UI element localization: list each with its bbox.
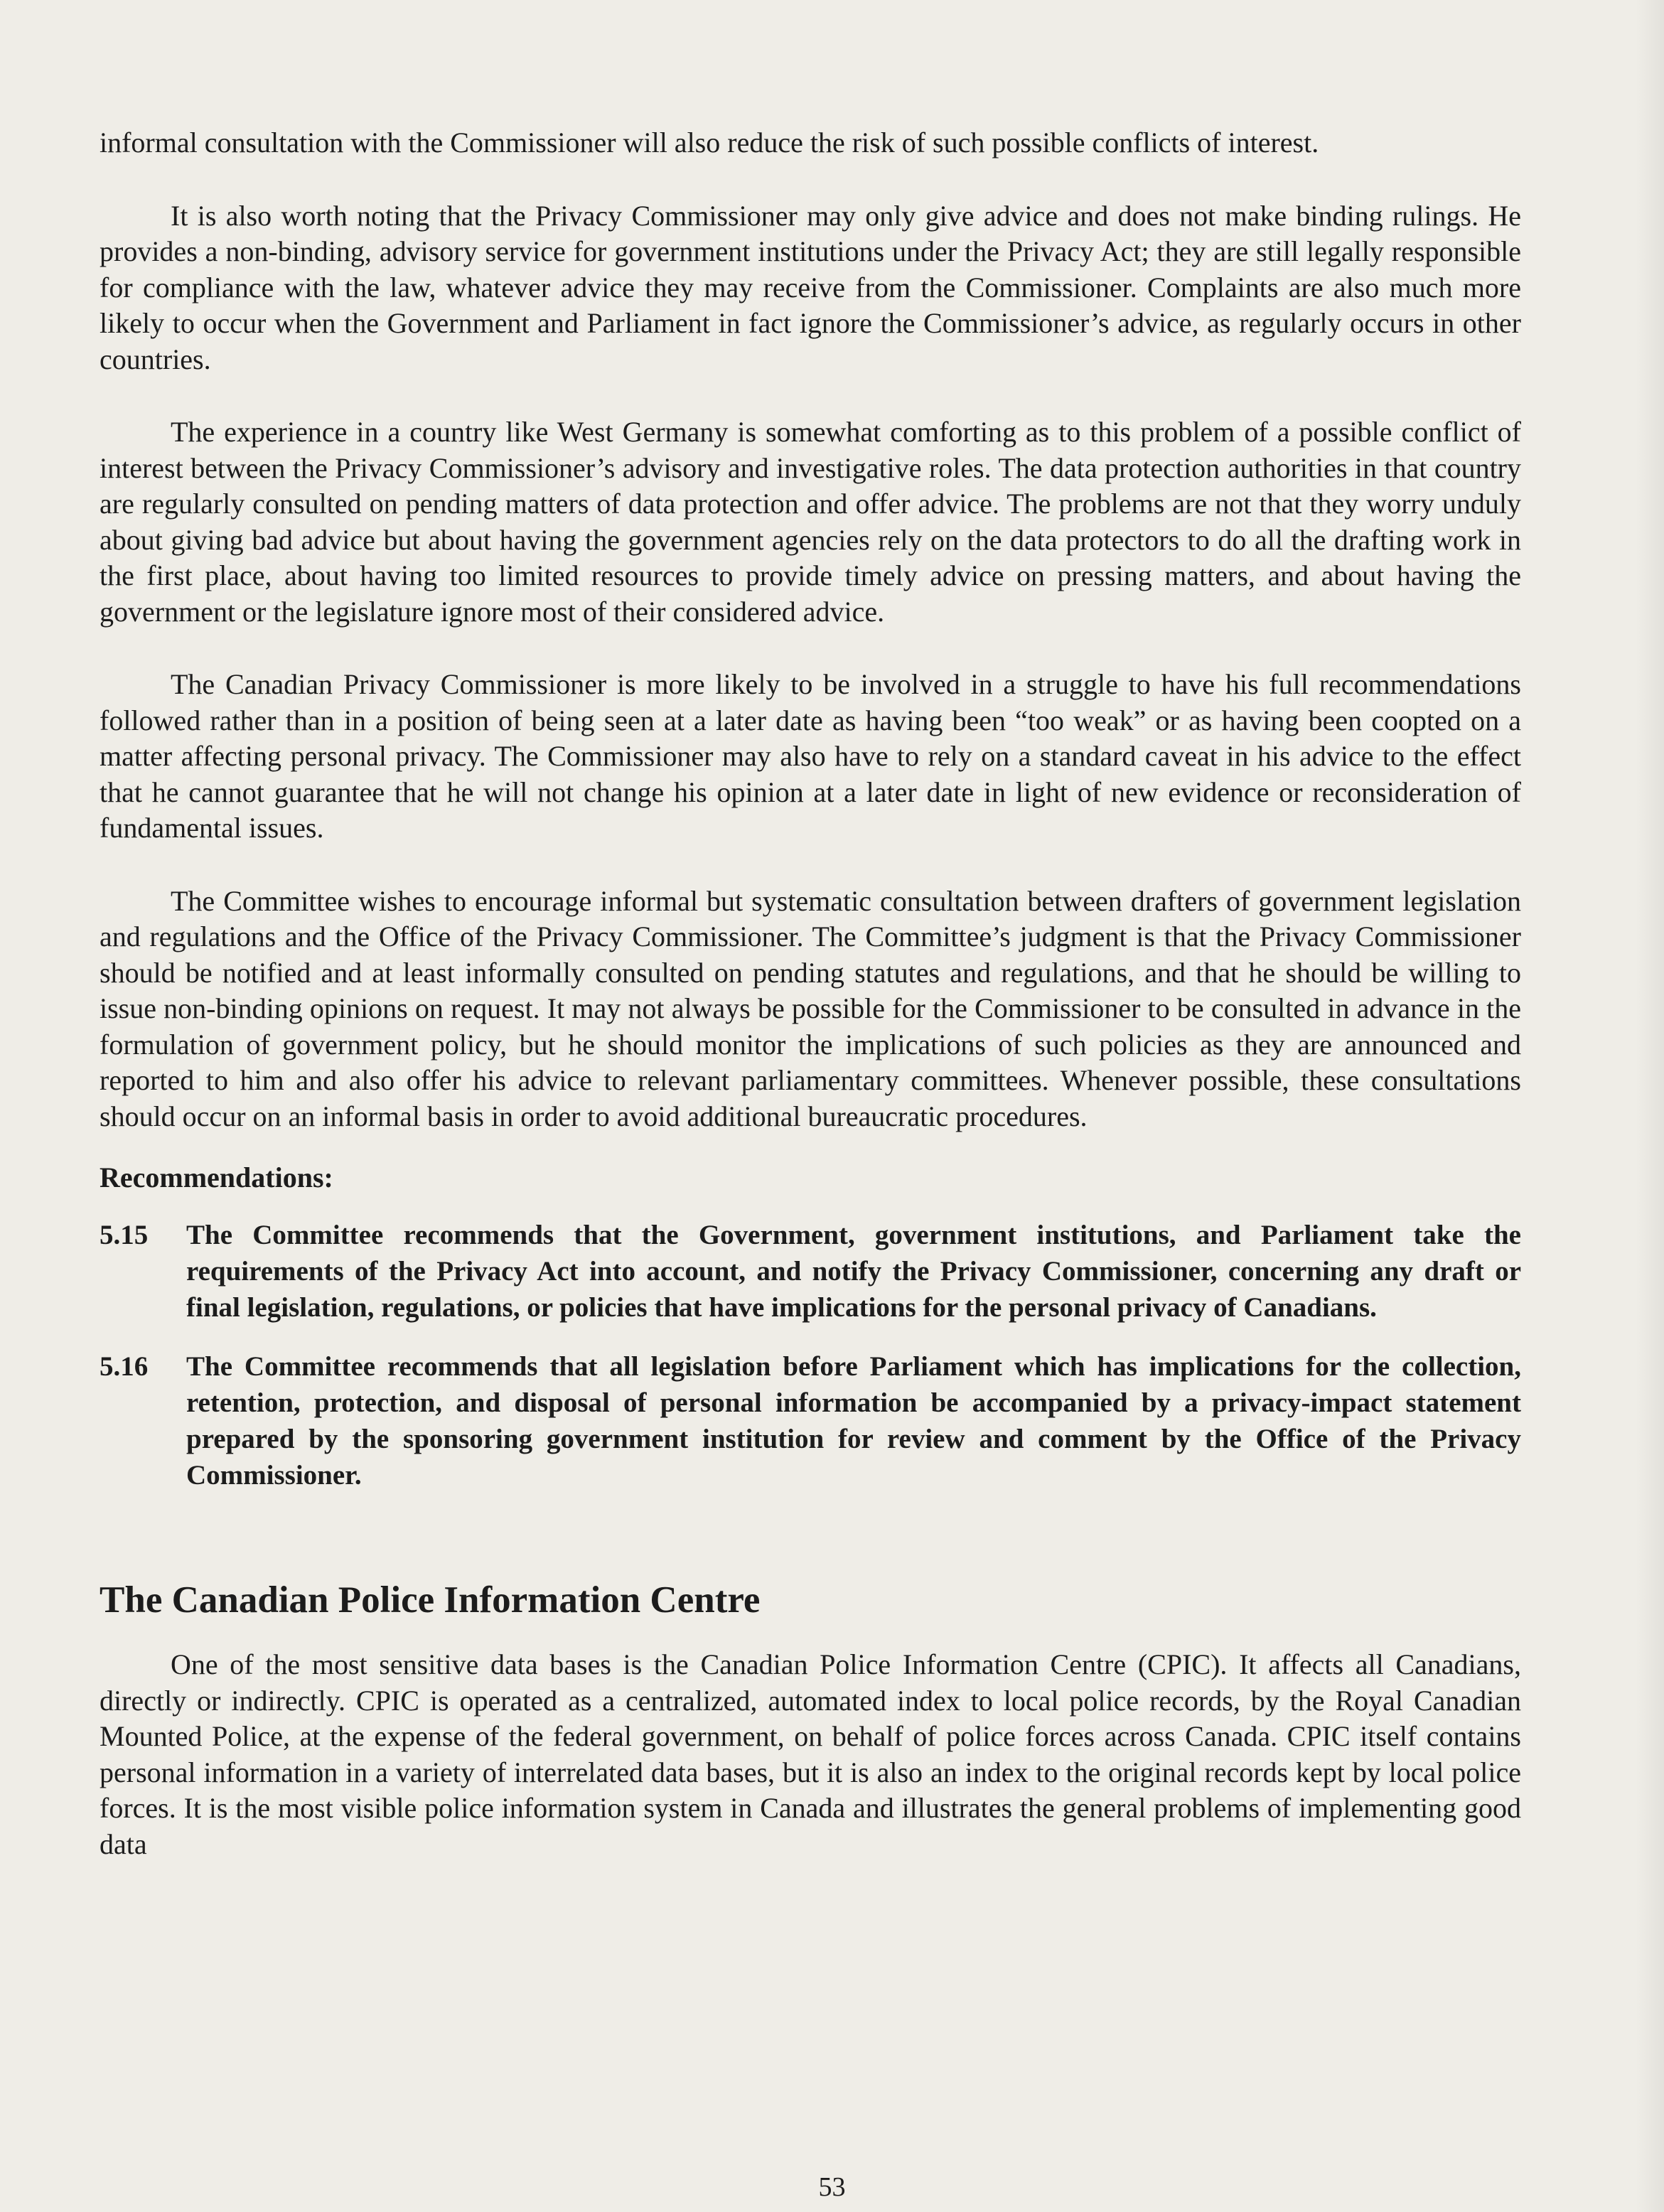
- paragraph-cpic: One of the most sensitive data bases is the Canadian Police Information Centre (CPIC). It affects all Canadians, directly or indirectly. CPIC is operated as a centralized, automated index to local police records, by the Royal Canadian Mounted Police, at the expense of the federal government, on behalf of police forces across Canada. CPIC itself contains personal information in a variety of interrelated data bases, but it is also an index to the original records kept by local police forces. It is the most visible police information system in Canada and illustrates the general problems of implementing good data: [100, 1648, 1521, 1860]
- recommendation-number: 5.16: [100, 1351, 149, 1382]
- recommendation-5-15: [100, 1217, 1521, 1326]
- page-number: 53: [818, 2172, 846, 2202]
- paragraph-advice-non-binding: It is also worth noting that the Privacy Commissioner may only give advice and does not make binding rulings. He provides a non-binding, advisory service for government institutions under the Privacy Act; they are still legally responsible for compliance with the law, whatever advice they may receive from the Commissioner. Complaints are also much more likely to occur when the Government and Parliament in fact ignore the Commissioner’s advice, as regularly occurs in other countries.: [100, 199, 1521, 375]
- page-edge-shadow: [1636, 0, 1664, 2212]
- page-content: [100, 125, 1521, 1862]
- recommendation-5-16: [100, 1348, 1521, 1493]
- recommendation-number: 5.15: [100, 1220, 149, 1250]
- paragraph-canadian-commissioner: The Canadian Privacy Commissioner is more likely to be involved in a struggle to have his full recommendations followed rather than in a position of being seen at a later date as having been “too weak” or as having been coopted on a matter affecting personal privacy. The Commissioner may also have to rely on a standard caveat in his advice to the effect that he cannot guarantee that he will not change his opinion at a later date in light of new evidence or reconsideration of fundamental issues.: [100, 668, 1521, 844]
- section-title: The Canadian Police Information Centre: [100, 1579, 761, 1621]
- paragraph-committee-consultation: The Committee wishes to encourage informal but systematic consultation between drafters of government legislation and regulations and the Office of the Privacy Commissioner. The Committee’s judgment is that the Privacy Commissioner should be notified and at least informally consulted on pending statutes and regulations, and that he should be willing to issue non-binding opinions on request. It may not always be possible for the Commissioner to be consulted in advance in the formulation of government policy, but he should monitor the implications of such policies as they are announced and reported to him and also offer his advice to relevant parliamentary committees. Whenever possible, these consultations should occur on an informal basis in order to avoid additional bureaucratic procedures.: [100, 884, 1521, 1132]
- recommendation-text: The Committee recommends that the Government, government institutions, and Parliament take the requirements of the Privacy Act into account, and notify the Privacy Commissioner, concerning any draft or final legislation, regulations, or policies that have implications for the personal privacy of Canadians.: [186, 1220, 1521, 1323]
- paragraph-west-germany: The experience in a country like West Germany is somewhat comforting as to this problem of a possible conflict of interest between the Privacy Commissioner’s advisory and investigative roles. The data protection authorities in that country are regularly consulted on pending matters of data protection and offer advice. The problems are not that they worry unduly about giving bad advice but about having the government agencies rely on the data protectors to do all the drafting work in the first place, about having too limited resources to provide timely advice on pressing matters, and about having the government or the legislature ignore most of their considered advice.: [100, 416, 1521, 628]
- paragraph-continuation: informal consultation with the Commissioner will also reduce the risk of such possible conflicts of interest.: [100, 127, 1319, 159]
- recommendation-text: The Committee recommends that all legislation before Parliament which has implications for the collection, retention, protection, and disposal of personal information be accompanied by a privacy-impact statement prepared by the sponsoring government institution for review and comment by the Office of the Privacy Commissioner.: [186, 1351, 1521, 1491]
- recommendations-heading: Recommendations:: [100, 1161, 333, 1193]
